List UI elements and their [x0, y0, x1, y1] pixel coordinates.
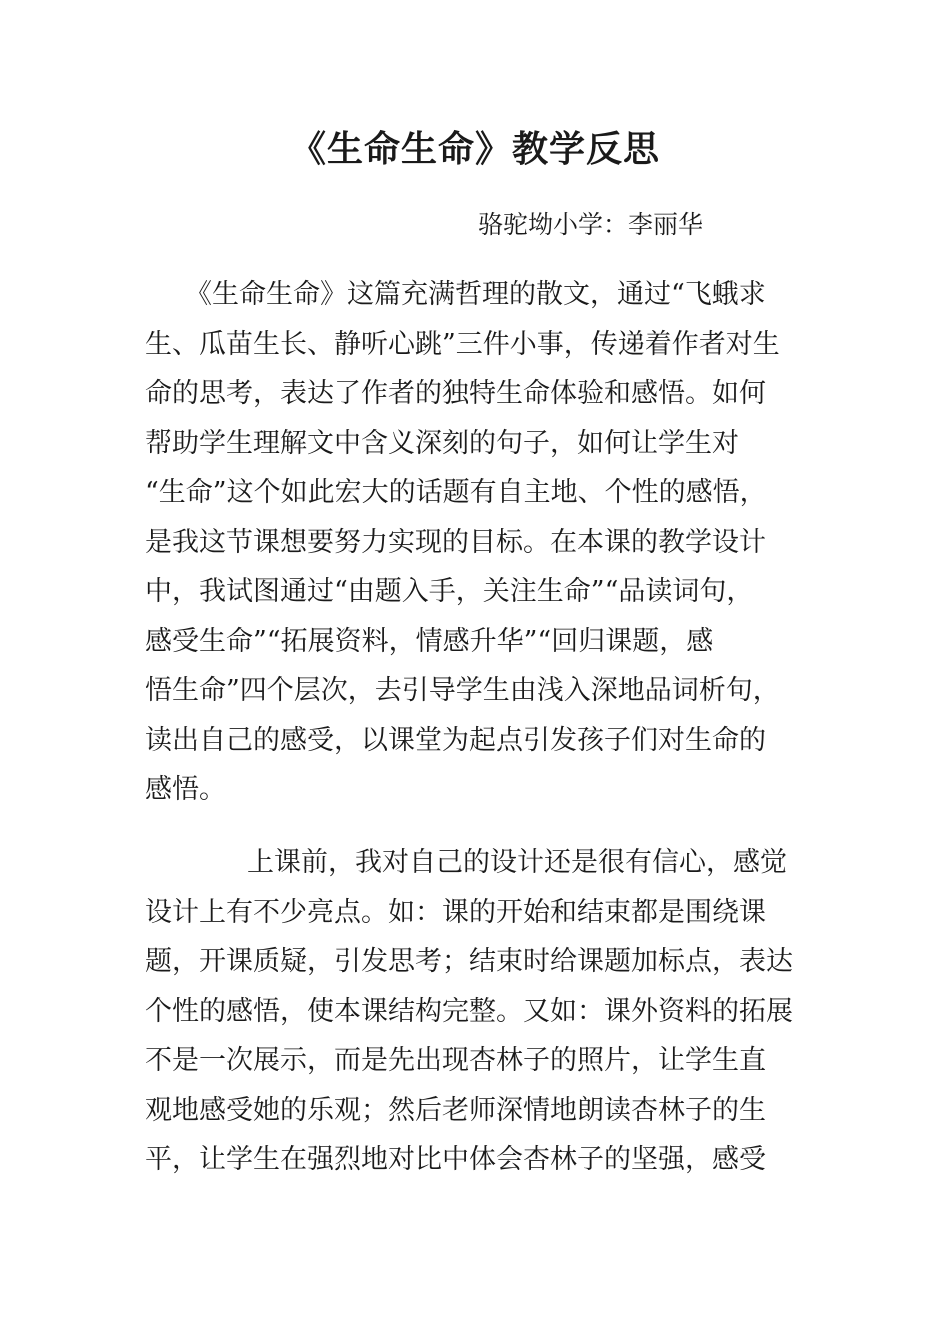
paragraph-line: 不是一次展示，而是先出现杏林子的照片，让学生直	[145, 1045, 766, 1076]
paragraph-line: 设计上有不少亮点。如：课的开始和结束都是围绕课	[145, 896, 766, 928]
paragraph-line: 感悟。	[145, 774, 226, 805]
paragraph-line: 平，让学生在强烈地对比中体会杏林子的坚强，感受	[145, 1144, 766, 1175]
paragraph-line: “生命”这个如此宏大的话题有自主地、个性的感悟，	[145, 477, 767, 508]
paragraph-line: 《生命生命》这篇充满哲理的散文，通过“飞蛾求	[185, 279, 766, 310]
paragraph-line: 个性的感悟，使本课结构完整。又如：课外资料的拓展	[145, 995, 793, 1027]
paragraph-line: 感受生命”“拓展资料，情感升华”“回归课题，感	[145, 625, 714, 657]
document-title: 《生命生命》教学反思	[289, 128, 660, 170]
paragraph-line: 题，开课质疑，引发思考；结束时给课题加标点，表达	[145, 946, 793, 977]
paragraph-line: 读出自己的感受，以课堂为起点引发孩子们对生命的	[145, 724, 766, 756]
paragraph-line: 上课前，我对自己的设计还是很有信心，感觉	[247, 847, 787, 878]
paragraph-1	[145, 270, 825, 815]
author-line: 骆驼坳小学：李丽华	[478, 210, 704, 239]
paragraph-line: 是我这节课想要努力实现的目标。在本课的教学设计	[145, 526, 766, 558]
paragraph-line: 悟生命”四个层次，去引导学生由浅入深地品词析句，	[145, 675, 780, 706]
paragraph-2	[145, 838, 825, 1185]
paragraph-line: 命的思考，表达了作者的独特生命体验和感悟。如何	[145, 378, 766, 409]
paragraph-line: 中，我试图通过“由题入手，关注生命”“品读词句，	[145, 576, 754, 607]
paragraph-line: 帮助学生理解文中含义深刻的句子，如何让学生对	[145, 427, 739, 459]
paragraph-line: 生、瓜苗生长、静听心跳”三件小事，传递着作者对生	[145, 328, 780, 360]
paragraph-line: 观地感受她的乐观；然后老师深情地朗读杏林子的生	[145, 1094, 766, 1126]
